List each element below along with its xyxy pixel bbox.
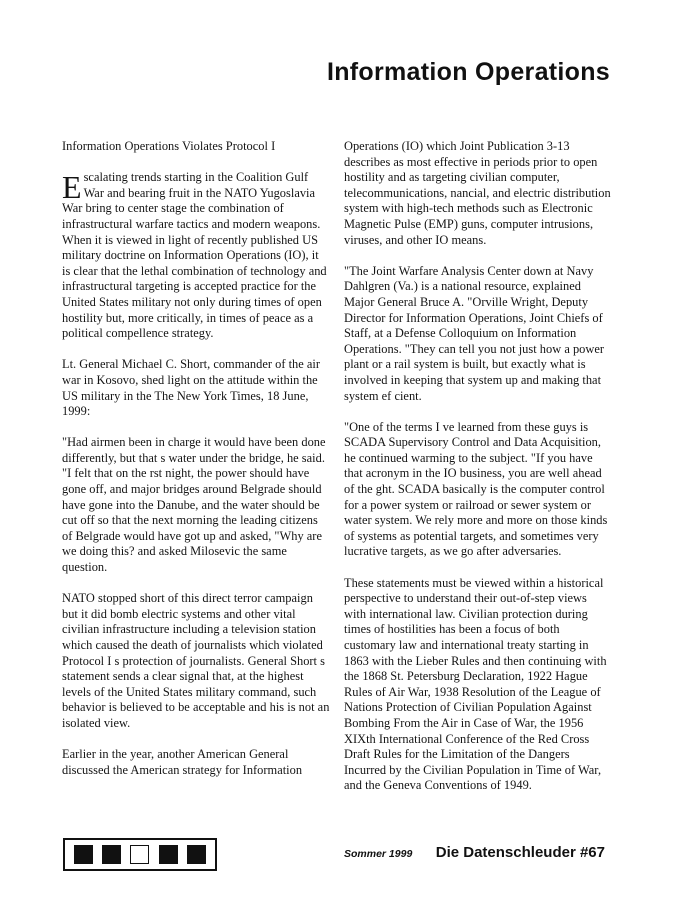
drop-cap: E [62, 169, 82, 206]
article-paragraph: "The Joint Warfare Analysis Center down at Navy Dahlgren (Va.) is a national resource, explained Major General Bruce A. "Orville Wright, Deputy Director for Information Operations, Joint Chiefs of Staff, at a Defense Colloquium on Information Operations. "They can tell you not just how a power plant or a rail system is built, but exactly what is involved in keeping that system up and making that system ef cient. [344, 263, 605, 403]
filled-square-icon [159, 845, 178, 864]
article-paragraph: "Had airmen been in charge it would have been done differently, but that s water under the bridge, he said. "I felt that on the rst night, the power should have gone off, and major bridges around Belgrade should have gone into the Danube, and the water should be cut off so that the next morning the leading citizens of Belgrade would have got up and asked, "Why are we doing this? and asked Milosevic the same question. [62, 435, 326, 575]
article-heading: Information Operations Violates Protocol I [62, 139, 276, 153]
left-column [62, 139, 330, 794]
article-paragraph: "One of the terms I ve learned from these guys is SCADA Supervisory Control and Data Acquisition, he continued warming to the subject. "If you have that acronym in the IO business, you are well ahead of the ght. SCADA basically is the computer control for a power system or railroad or sewer system or water system. We rely more and more on those kinds of systems as potential targets, and sometimes very lucrative targets, as we go after adversaries. [344, 419, 608, 559]
empty-square-icon [130, 845, 149, 864]
paragraph-text: scalating trends starting in the Coalition Gulf War and bearing fruit in the NATO Yugoslavia War bring to center stage the combination of infrastructural warfare tactics and modern weapons. When it is viewed in light of recently published US military doctrine on Information Operations (IO), it is clear that the lethal combination of technology and infrastructural targeting is accepted practice for the United States military not only during times of open hostility but, more critically, in times of peace as a political compellence strategy. [62, 170, 327, 341]
article-paragraph [62, 170, 330, 342]
right-column [344, 139, 612, 810]
filled-square-icon [187, 845, 206, 864]
footer-logo-boxes [63, 838, 217, 871]
article-paragraph: These statements must be viewed within a historical perspective to understand their out-of-step views with international law. Civilian protection during times of hostilities has been a focus of both customary law and international treaty starting in 1863 with the Lieber Rules and then continuing with the 1868 St. Petersburg Declaration, 1922 Hague Rules of Air War, 1938 Resolution of the League of Nations Protection of Civilian Population Against Bombing From the Air in Case of War, the 1956 XIXth International Conference of the Red Cross Draft Rules for the Limitation of the Dangers Incurred by the Civilian Population in Time of War, and the Geneva Conventions of 1949. [344, 575, 607, 793]
article-paragraph: NATO stopped short of this direct terror campaign but it did bomb electric systems and other vital civilian infrastructure including a television station which caused the death of journalists which violated Protocol I s protection of journalists. General Short s statement sends a clear signal that, at the highest levels of the United States military command, such behavior is believed to be acceptable and his is not an isolated view. [62, 591, 330, 730]
magazine-title: Die Datenschleuder #67 [435, 844, 605, 861]
filled-square-icon [74, 845, 93, 864]
article-paragraph: Lt. General Michael C. Short, commander of the air war in Kosovo, shed light on the attitude within the US military in the The New York Times, 18 June, 1999: [62, 357, 321, 419]
issue-date: Sommer 1999 [344, 848, 413, 860]
filled-square-icon [102, 845, 121, 864]
article-paragraph: Operations (IO) which Joint Publication 3-13 describes as most effective in periods prior to open hostility and as targeting civilian computer, telecommunications, nancial, and electric distribution system with high-tech methods such as Electronic Magnetic Pulse (EMP) guns, computer intrusions, viruses, and other IO means. [344, 139, 611, 247]
article-paragraph: Earlier in the year, another American General discussed the American strategy for Information [62, 747, 303, 777]
page-title: Information Operations [326, 58, 610, 86]
